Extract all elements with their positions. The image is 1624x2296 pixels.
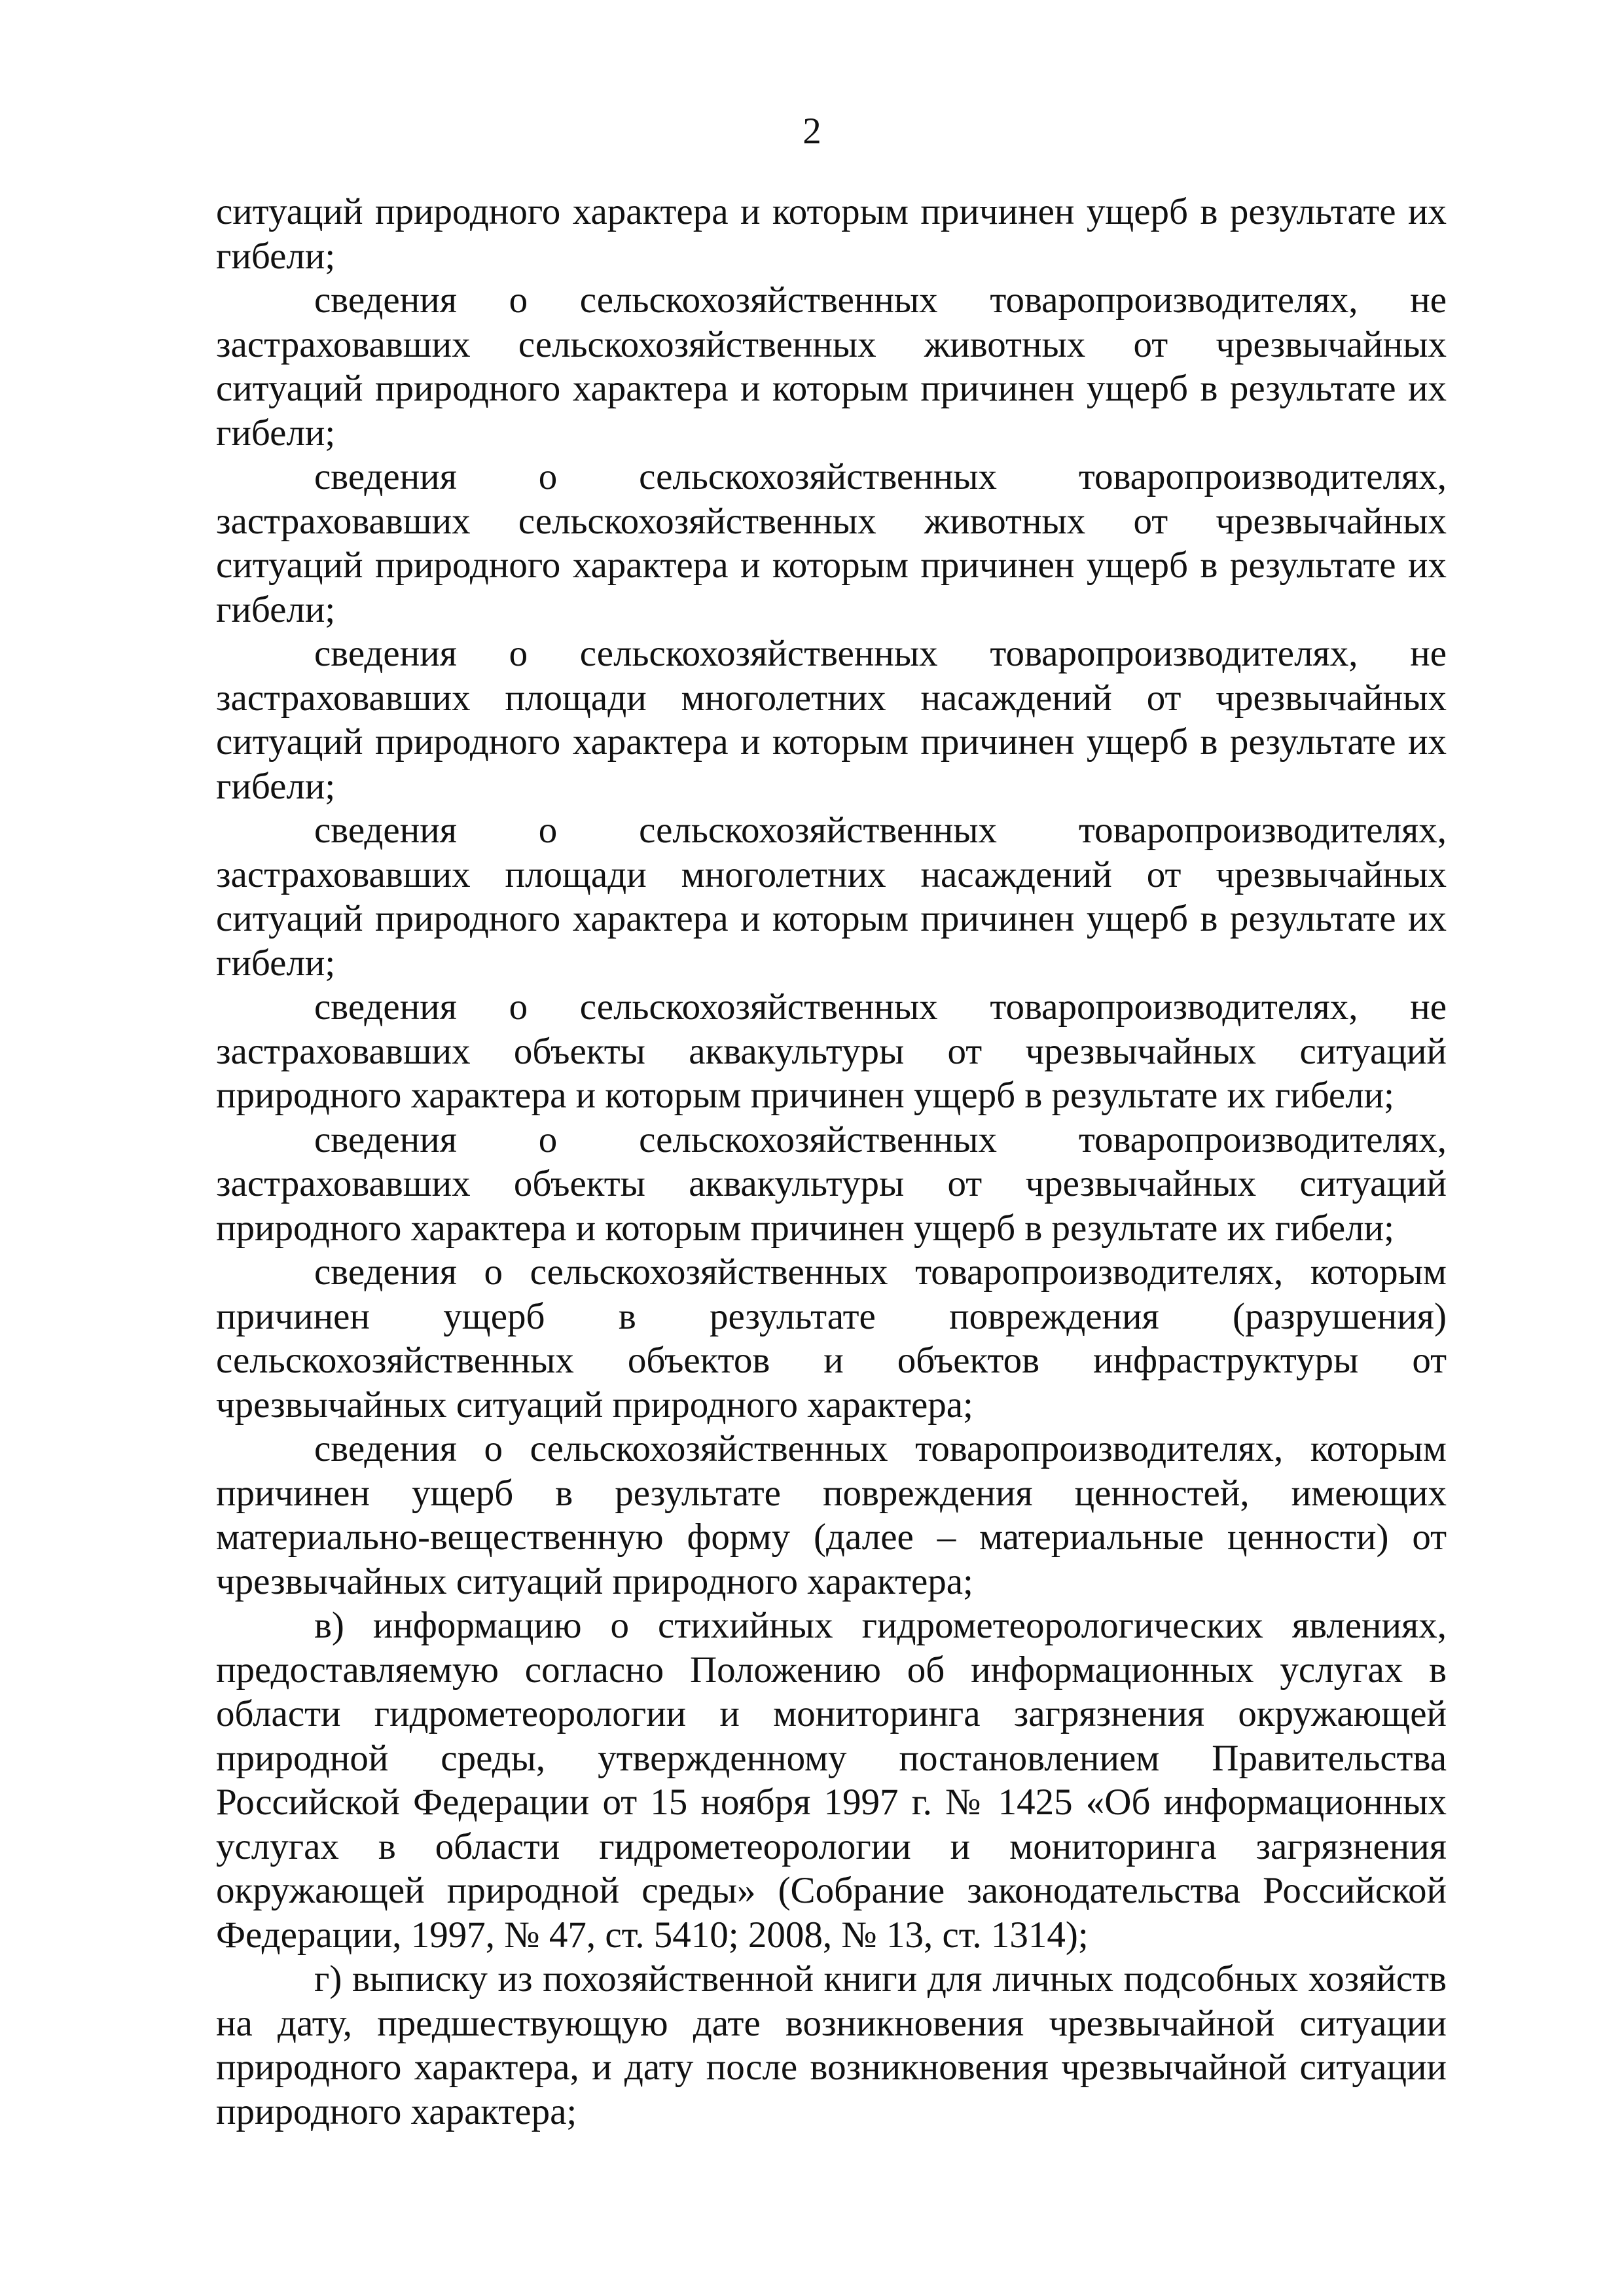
- paragraph-plantations-insured: сведения о сельскохозяйственных товаропроизводителях, застраховавших площади многолетних насаждений от чрезвычайных ситуаций природного характера и которым причинен ущерб в результате их гибели;: [216, 810, 1447, 984]
- paragraph-item-v-hydromet: в) информацию о стихийных гидрометеорологических явлениях, предоставляемую согласно Положению об информационных услугах в области гидрометеорологии и мониторинга загрязнения окружающей природной среды, утвержденному постановлением Правительства Российской Федерации от 15 ноября 1997 г. № 1425 «Об информационных услугах в области гидрометеорологии и мониторинга загрязнения окружающей природной среды» (Собрание законодательства Российской Федерации, 1997, № 47, ст. 5410; 2008, № 13, ст. 1314);: [216, 1605, 1447, 1956]
- document-body: [216, 190, 1447, 2134]
- paragraph-item-g-household-book: г) выписку из похозяйственной книги для личных подсобных хозяйств на дату, предшествующую дате возникновения чрезвычайной ситуации природного характера, и дату после возникновения чрезвычайной ситуации природного характера;: [216, 1958, 1447, 2132]
- paragraph-plantations-uninsured: сведения о сельскохозяйственных товаропроизводителях, не застраховавших площади многолетних насаждений от чрезвычайных ситуаций природного характера и которым причинен ущерб в результате их гибели;: [216, 633, 1447, 807]
- paragraph-aquaculture-insured: сведения о сельскохозяйственных товаропроизводителях, застраховавших объекты аквакультуры от чрезвычайных ситуаций природного характера и которым причинен ущерб в результате их гибели;: [216, 1119, 1447, 1249]
- paragraph-animals-insured: сведения о сельскохозяйственных товаропроизводителях, застраховавших сельскохозяйственных животных от чрезвычайных ситуаций природного характера и которым причинен ущерб в результате их гибели;: [216, 456, 1447, 630]
- paragraph-continuation: ситуаций природного характера и которым причинен ущерб в результате их гибели;: [216, 191, 1447, 277]
- paragraph-infrastructure-damage: сведения о сельскохозяйственных товаропроизводителях, которым причинен ущерб в результате повреждения (разрушения) сельскохозяйственных объектов и объектов инфраструктуры от чрезвычайных ситуаций природного характера;: [216, 1251, 1447, 1426]
- page-number: 2: [803, 111, 821, 152]
- paragraph-aquaculture-uninsured: сведения о сельскохозяйственных товаропроизводителях, не застраховавших объекты аквакультуры от чрезвычайных ситуаций природного характера и которым причинен ущерб в результате их гибели;: [216, 986, 1447, 1116]
- paragraph-animals-uninsured: сведения о сельскохозяйственных товаропроизводителях, не застраховавших сельскохозяйственных животных от чрезвычайных ситуаций природного характера и которым причинен ущерб в результате их гибели;: [216, 279, 1447, 454]
- paragraph-material-values-damage: сведения о сельскохозяйственных товаропроизводителях, которым причинен ущерб в результате повреждения ценностей, имеющих материально-вещественную форму (далее – материальные ценности) от чрезвычайных ситуаций природного характера;: [216, 1428, 1447, 1602]
